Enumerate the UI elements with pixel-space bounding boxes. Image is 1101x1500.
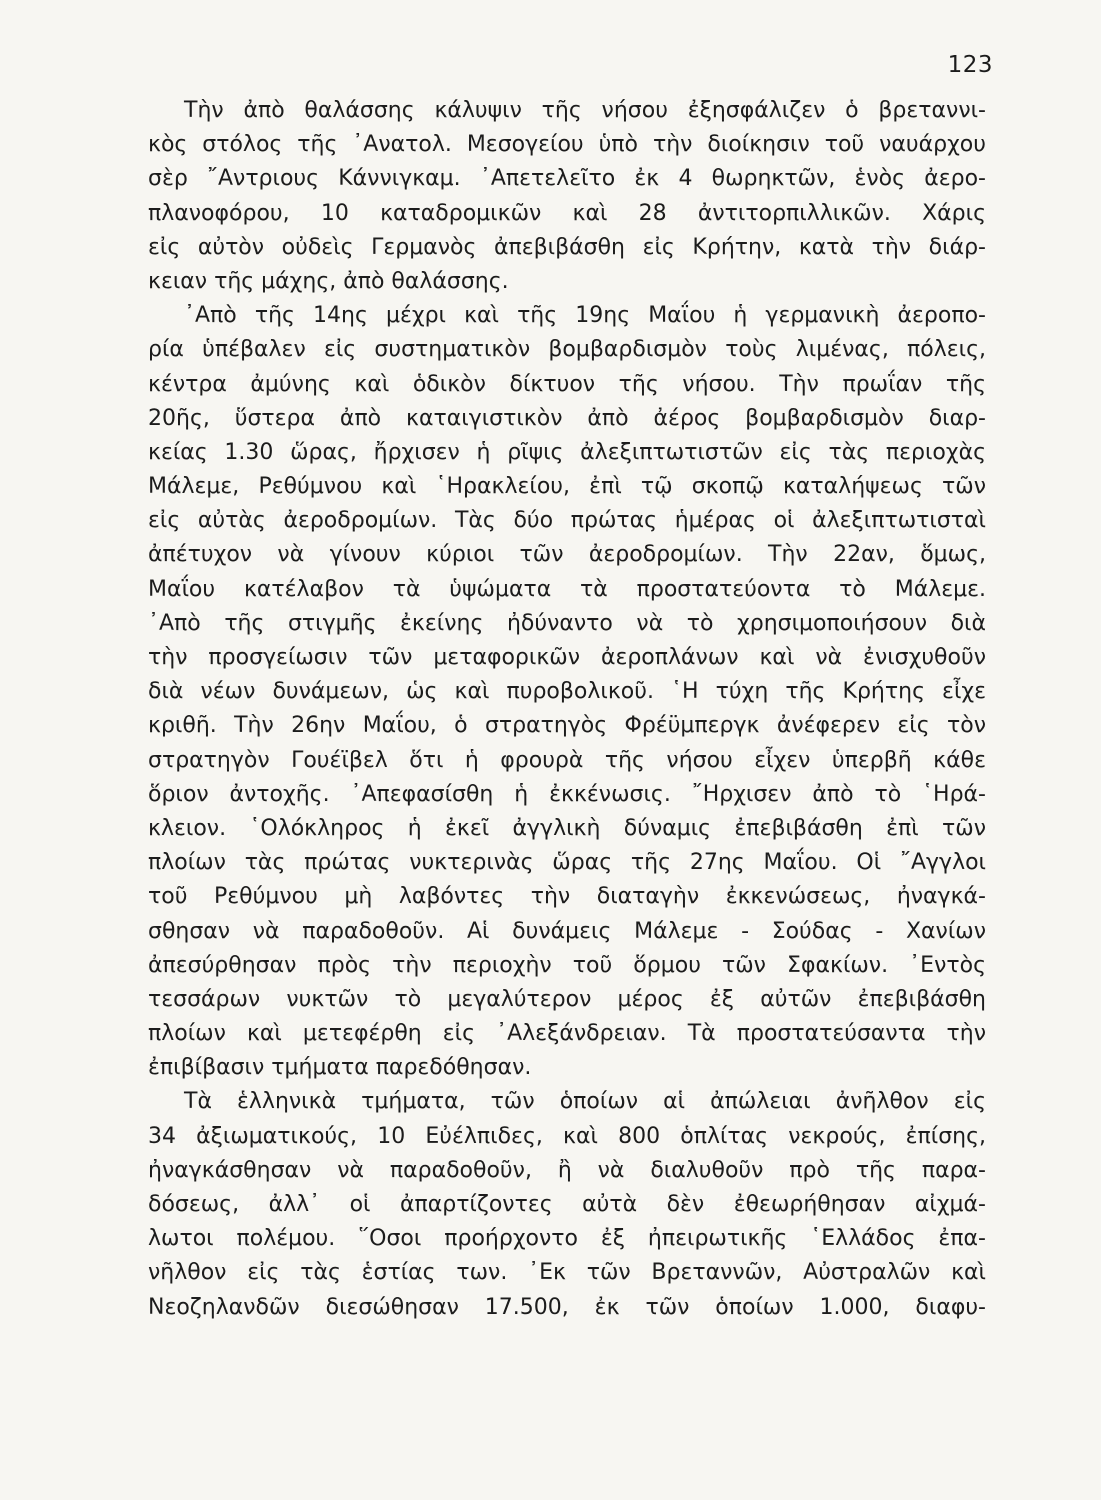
text-line: ἐπιβίβασιν τμήματα παρεδόθησαν. (148, 1055, 532, 1081)
text-line: κὸς στόλος τῆς ᾽Ανατολ. Μεσογείου ὑπὸ τὴν διοίκησιν τοῦ ναυάρχου (148, 132, 986, 158)
text-line: 20ῆς, ὕστερα ἀπὸ καταιγιστικὸν ἀπὸ ἀέρος βομβαρδισμὸν διαρ- (148, 405, 986, 431)
text-line: κέντρα ἀμύνης καὶ ὁδικὸν δίκτυον τῆς νήσου. Τὴν πρωΐαν τῆς (148, 371, 986, 397)
page-number: 123 (947, 52, 993, 78)
text-line: στρατηγὸν Γουέϊβελ ὅτι ἡ φρουρὰ τῆς νήσου εἶχεν ὑπερβῆ κάθε (148, 747, 986, 773)
text-line: Τὴν ἀπὸ θαλάσσης κάλυψιν τῆς νήσου ἐξησφάλιζεν ὁ βρεταννι- (184, 98, 986, 123)
text-line: εἰς αὐτὰς ἀεροδρομίων. Τὰς δύο πρώτας ἡμέρας οἱ ἀλεξιπτωτισταὶ (148, 508, 986, 534)
text-line: πλοίων τὰς πρώτας νυκτερινὰς ὥρας τῆς 27ης Μαΐου. Οἱ ῎Αγγλοι (148, 850, 986, 876)
text-line: δόσεως, ἀλλ᾽ οἱ ἀπαρτίζοντες αὐτὰ δὲν ἐθεωρήθησαν αἰχμά- (148, 1192, 986, 1217)
text-line: κλειον. ῾Ολόκληρος ἡ ἐκεῖ ἀγγλικὴ δύναμις ἐπεβιβάσθη ἐπὶ τῶν (148, 815, 986, 841)
text-line: κειαν τῆς μάχης, ἀπὸ θαλάσσης. (148, 268, 509, 294)
text-line: κείας 1.30 ὥρας, ἤρχισεν ἡ ρῖψις ἀλεξιπτωτιστῶν εἰς τὰς περιοχὰς (148, 439, 986, 465)
text-line: ᾽Απὸ τῆς 14ης μέχρι καὶ τῆς 19ης Μαΐου ἡ γερμανικὴ ἀεροπο- (184, 303, 986, 329)
text-line: τεσσάρων νυκτῶν τὸ μεγαλύτερον μέρος ἐξ αὐτῶν ἐπεβιβάσθη (148, 986, 986, 1012)
text-line: ὅριον ἀντοχῆς. ᾽Απεφασίσθη ἡ ἐκκένωσις. ῎Ηρχισεν ἀπὸ τὸ ῾Ηρά- (148, 781, 986, 807)
text-line: εἰς αὐτὸν οὐδεὶς Γερμανὸς ἀπεβιβάσθη εἰς Κρήτην, κατὰ τὴν διάρ- (148, 234, 986, 260)
text-line: πλανοφόρου, 10 καταδρομικῶν καὶ 28 ἀντιτορπιλλικῶν. Χάρις (148, 200, 986, 226)
body-text (148, 94, 986, 1325)
text-line: ᾽Απὸ τῆς στιγμῆς ἐκείνης ἠδύναντο νὰ τὸ χρησιμοποιήσουν διὰ (148, 610, 986, 636)
text-line: ρία ὑπέβαλεν εἰς συστηματικὸν βομβαρδισμὸν τοὺς λιμένας, πόλεις, (148, 337, 986, 363)
text-line: λωτοι πολέμου. ῞Οσοι προήρχοντο ἐξ ἠπειρωτικῆς ῾Ελλάδος ἐπα- (148, 1226, 986, 1252)
text-line: ἀπεσύρθησαν πρὸς τὴν περιοχὴν τοῦ ὅρμου τῶν Σφακίων. ᾽Εντὸς (148, 952, 986, 978)
text-line: Μάλεμε, Ρεθύμνου καὶ ῾Ηρακλείου, ἐπὶ τῷ σκοπῷ καταλήψεως τῶν (148, 474, 986, 500)
text-line: διὰ νέων δυνάμεων, ὡς καὶ πυροβολικοῦ. ῾Η τύχη τῆς Κρήτης εἶχε (148, 679, 986, 705)
text-line: πλοίων καὶ μετεφέρθη εἰς ᾽Αλεξάνδρειαν. Τὰ προστατεύσαντα τὴν (148, 1021, 986, 1047)
text-line: Μαΐου κατέλαβον τὰ ὑψώματα τὰ προστατεύοντα τὸ Μάλεμε. (148, 576, 986, 602)
text-line: σὲρ ῎Αντριους Κάννιγκαμ. ᾽Απετελεῖτο ἐκ 4 θωρηκτῶν, ἑνὸς ἀερο- (148, 166, 986, 192)
text-line: 34 ἀξιωματικούς, 10 Εὐέλπιδες, καὶ 800 ὁπλίτας νεκρούς, ἐπίσης, (148, 1123, 986, 1149)
text-line: ἠναγκάσθησαν νὰ παραδοθοῦν, ἢ νὰ διαλυθοῦν πρὸ τῆς παρα- (148, 1157, 986, 1183)
text-line: Τὰ ἑλληνικὰ τμήματα, τῶν ὁποίων αἱ ἀπώλειαι ἀνῆλθον εἰς (184, 1089, 986, 1115)
text-line: τοῦ Ρεθύμνου μὴ λαβόντες τὴν διαταγὴν ἐκκενώσεως, ἠναγκά- (148, 884, 986, 910)
text-line: σθησαν νὰ παραδοθοῦν. Αἱ δυνάμεις Μάλεμε - Σούδας - Χανίων (148, 918, 986, 944)
text-line: κριθῆ. Τὴν 26ην Μαΐου, ὁ στρατηγὸς Φρέϋμπεργκ ἀνέφερεν εἰς τὸν (148, 713, 986, 739)
text-line: Νεοζηλανδῶν διεσώθησαν 17.500, ἐκ τῶν ὁποίων 1.000, διαφυ- (148, 1294, 986, 1320)
text-line: τὴν προσγείωσιν τῶν μεταφορικῶν ἀεροπλάνων καὶ νὰ ἐνισχυθοῦν (148, 645, 986, 670)
text-line: νῆλθον εἰς τὰς ἑστίας των. ᾽Εκ τῶν Βρεταννῶν, Αὐστραλῶν καὶ (148, 1260, 986, 1286)
text-line: ἀπέτυχον νὰ γίνουν κύριοι τῶν ἀεροδρομίων. Τὴν 22αν, ὅμως, (148, 542, 986, 568)
